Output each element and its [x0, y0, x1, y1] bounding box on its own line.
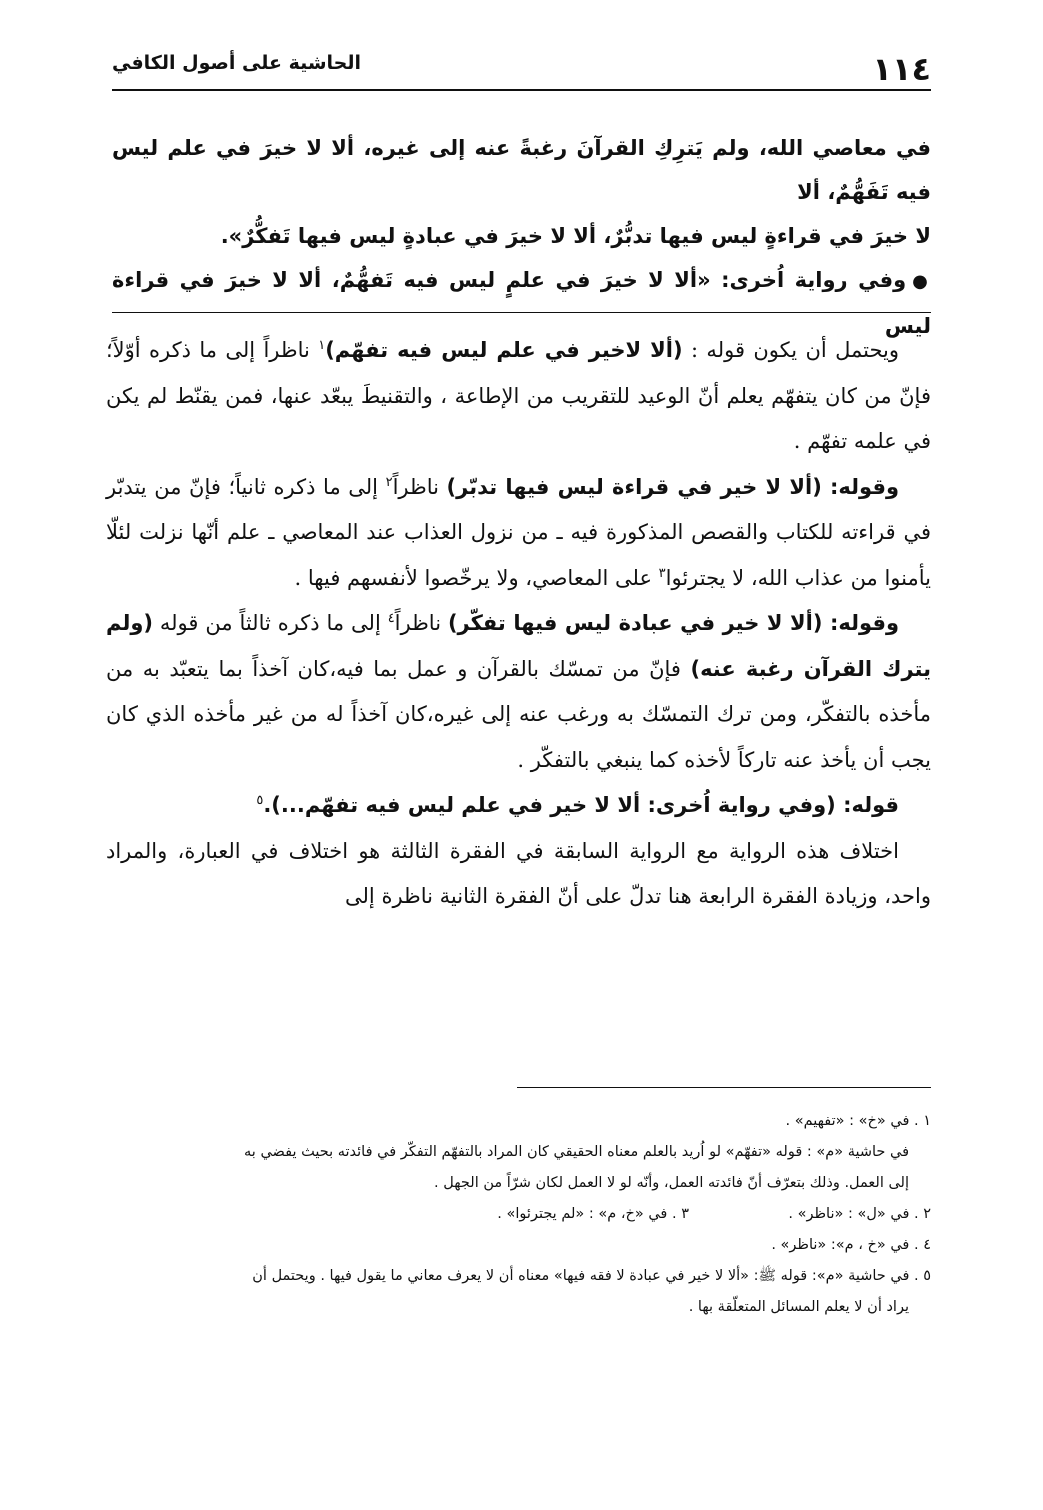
text: إلى ما ذكره ثانياً؛ فإنّ من يتدبّر في قراءته للكتاب والقصص المذكورة فيه ـ من نزول العذاب عند المعاصي ـ علم أنّها نزلت لئلّا يأمنوا من عذاب الله، لا يجترئوا: [106, 474, 931, 590]
hadith-text: [112, 126, 931, 348]
text: إلى ما ذكره ثالثاً من قوله: [153, 611, 388, 635]
quoted-phrase: وقوله:: [821, 474, 899, 499]
footnote-5-continuation: يراد أن لا يعلم المسائل المتعلّقة بها .: [688, 1299, 909, 1315]
footnote-2: ٢ . في «ل» : «ناظر» .: [788, 1206, 931, 1222]
hadith-line-1: في معاصي الله، ولم يَترِكِ القرآنَ رغبةً عنه إلى غيره، ألا لا خيرَ في علم ليس فيه تَفَهُّمٌ، ألا: [112, 136, 931, 204]
text: فإنّ من تمسّك بالقرآن و عمل بما فيه،كان آخذاً بما يتعبّد به من مأخذه بالتفكّر، ومن ترك التمسّك به ورغب عنه إلى غيره،كان آخذاً له من غير مأخذه الذي كان يجب أن يأخذ عنه تاركاً لأخذه كما ينبغي بالتفكّر .: [106, 656, 931, 772]
section-divider: [112, 312, 931, 313]
footnote-3: ٣ . في «خ، م» : «لم يجترئوا» .: [497, 1206, 689, 1222]
footnote-rule: [517, 1087, 931, 1088]
quoted-phrase: وقوله:: [822, 611, 899, 635]
commentary-paragraph-5: اختلاف هذه الرواية مع الرواية السابقة في الفقرة الثالثة هو اختلاف في العبارة، والمراد واحد، وزيادة الفقرة الرابعة هنا تدلّ على أنّ الفقرة الثانية ناظرة إلى: [106, 838, 931, 908]
footnote-ref: ٥: [256, 793, 264, 808]
footnote-row: [108, 1199, 931, 1230]
footnote-5: ٥ . في حاشية «م»: قوله ﷺ: «ألا لا خير في عبادة لا فقه فيها» معناه أن لا يعرف معاني ما يقول فيها . ويحتمل أن: [252, 1268, 931, 1284]
footnote-4: ٤ . في «خ ، م»: «ناظر» .: [771, 1237, 931, 1253]
bullet-icon: ●: [912, 271, 931, 292]
text: ناظراً إلى ما ذكره أوّلاً؛ فإنّ من كان يتفهّم يعلم أنّ الوعيد للتقريب من الإطاعة ، والتقنيطَ يبعّد عنها، فمن يقنّط لم يكن في علمه تفهّم .: [106, 338, 931, 453]
quoted-phrase: (ألا لا خير في عبادة ليس فيها تفكّر): [447, 611, 823, 635]
footnote-1-continuation: إلى العمل. وذلك بتعرّف أنّ فائدته العمل، وأنّه لو لا العمل لكان شرّاً من الجهل .: [434, 1175, 909, 1191]
footnote-1: ١ . في «خ» : «تفهيم» .: [785, 1113, 931, 1129]
hadith-line-3: وفي رواية اُخرى: «ألا لا خيرَ في علمٍ ليس فيه تَفهُّمٌ، ألا لا خيرَ في قراءة ليس: [112, 268, 931, 338]
footnotes: [108, 1106, 931, 1323]
commentary-paragraph-2: [106, 465, 931, 602]
text: ناظراً: [394, 611, 448, 635]
text: ناظراً: [392, 474, 447, 499]
footnote-ref: ٢: [385, 474, 393, 490]
hadith-line: [112, 214, 931, 258]
hadith-line-2: لا خيرَ في قراءةٍ ليس فيها تدبُّرٌ، ألا لا خيرَ في عبادةٍ ليس فيها تَفكُّرٌ».: [220, 224, 931, 248]
quoted-phrase: قوله: (وفي رواية اُخرى: ألا لا خير في علم ليس فيه تفهّم...).: [263, 793, 899, 817]
commentary-paragraph-1: [106, 328, 931, 465]
quoted-phrase: (ألا لاخير في علم ليس فيه تفهّم): [325, 338, 683, 362]
page-number: ١١٤: [872, 50, 931, 88]
running-title: الحاشية على أصول الكافي: [112, 52, 362, 74]
commentary-paragraph-3: [106, 601, 931, 783]
footnote-1-continuation: في حاشية «م» : قوله «تفهّم» لو اُريد بالعلم معناه الحقيقي كان المراد بالتفهّم التفكّر في فائدته بحيث يفضي به: [244, 1144, 909, 1160]
footnote-ref: ٣: [658, 565, 666, 581]
hadith-line: [112, 126, 931, 214]
footnote-ref: ٤: [387, 611, 395, 626]
header-rule: [112, 89, 931, 91]
page-header: [112, 42, 931, 88]
text: ويحتمل أن يكون قوله :: [682, 338, 899, 362]
commentary-paragraph-4: [106, 783, 931, 829]
footnote-ref: ١: [318, 338, 326, 353]
quoted-phrase: (ولم يترك القرآن رغبة عنه): [106, 611, 932, 681]
text: على المعاصي، ولا يرخّصوا لأنفسهم فيها .: [294, 565, 659, 590]
quoted-phrase: (ألا لا خير في قراءة ليس فيها تدبّر): [446, 474, 822, 499]
commentary-text: [106, 328, 931, 920]
